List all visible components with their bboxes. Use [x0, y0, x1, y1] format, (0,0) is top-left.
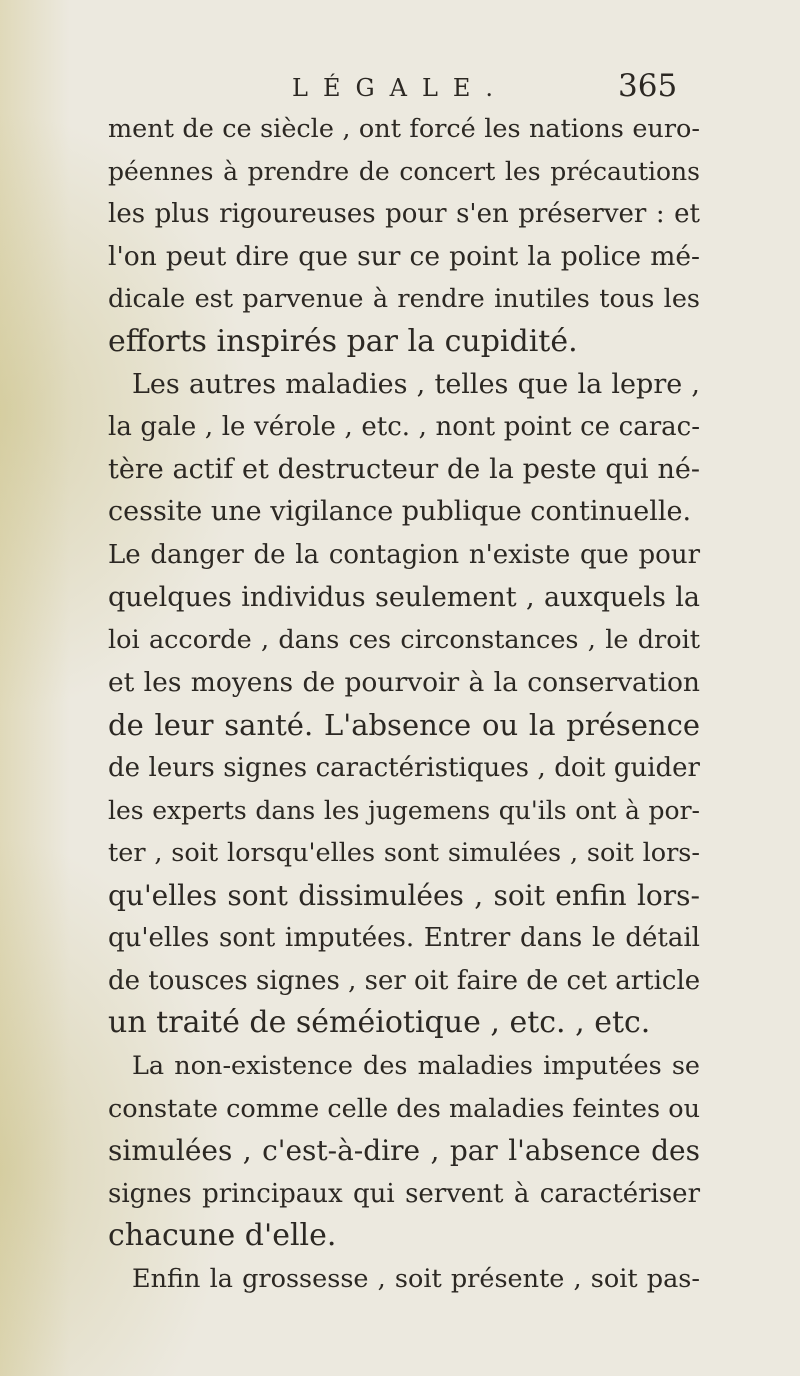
text-line: la gale , le vérole , etc. , nont point ce carac-	[108, 412, 700, 443]
text-line: de tousces signes , ser oit faire de cet article	[108, 965, 701, 996]
text-line: Le danger de la contagion n'existe que pour	[108, 539, 700, 570]
text-line: constate comme celle des maladies feintes ou	[108, 1093, 700, 1124]
text-line: qu'elles sont imputées. Entrer dans le détail	[108, 923, 700, 954]
text-line: péennes à prendre de concert les précautions	[108, 156, 700, 186]
text-line: tère actif et destructeur de la peste qui né-	[108, 453, 700, 485]
text-line: Les autres maladies , telles que la lepre ,	[132, 368, 700, 400]
text-line: qu'elles sont dissimulées , soit enfin lors-	[108, 878, 700, 912]
text-line: un traité de séméiotique , etc. , etc.	[108, 1005, 651, 1041]
text-line: Enfin la grossesse , soit présente , soit pas-	[132, 1264, 700, 1295]
text-line: efforts inspirés par la cupidité.	[108, 323, 578, 359]
text-line: l'on peut dire que sur ce point la police mé-	[108, 240, 700, 272]
text-line: les experts dans les jugemens qu'ils ont à por-	[108, 795, 700, 825]
text-line: quelques individus seulement , auxquels la	[108, 581, 700, 613]
text-line: loi accorde , dans ces circonstances , le droit	[108, 625, 700, 656]
text-line: simulées , c'est-à-dire , par l'absence des	[108, 1134, 700, 1168]
running-head: LÉGALE.	[292, 74, 509, 102]
text-line: de leur santé. L'absence ou la présence	[108, 708, 700, 743]
text-line: ment de ce siècle , ont forcé les nations euro-	[108, 114, 700, 144]
body-text	[108, 108, 700, 1301]
text-line: La non-existence des maladies imputées se	[132, 1051, 700, 1082]
text-line: cessite une vigilance publique continuelle.	[108, 496, 692, 528]
text-line: dicale est parvenue à rendre inutiles tous les	[108, 284, 700, 315]
text-line: et les moyens de pourvoir à la conservation	[108, 666, 700, 698]
page-header	[0, 68, 800, 108]
page-number: 365	[618, 68, 678, 104]
text-line: signes principaux qui servent à caractériser	[108, 1178, 700, 1209]
text-line: les plus rigoureuses pour s'en préserver : et	[108, 199, 700, 230]
text-line: chacune d'elle.	[108, 1218, 337, 1254]
text-line: ter , soit lorsqu'elles sont simulées , soit lors-	[108, 838, 700, 869]
text-line: de leurs signes caractéristiques , doit guider	[108, 752, 700, 783]
